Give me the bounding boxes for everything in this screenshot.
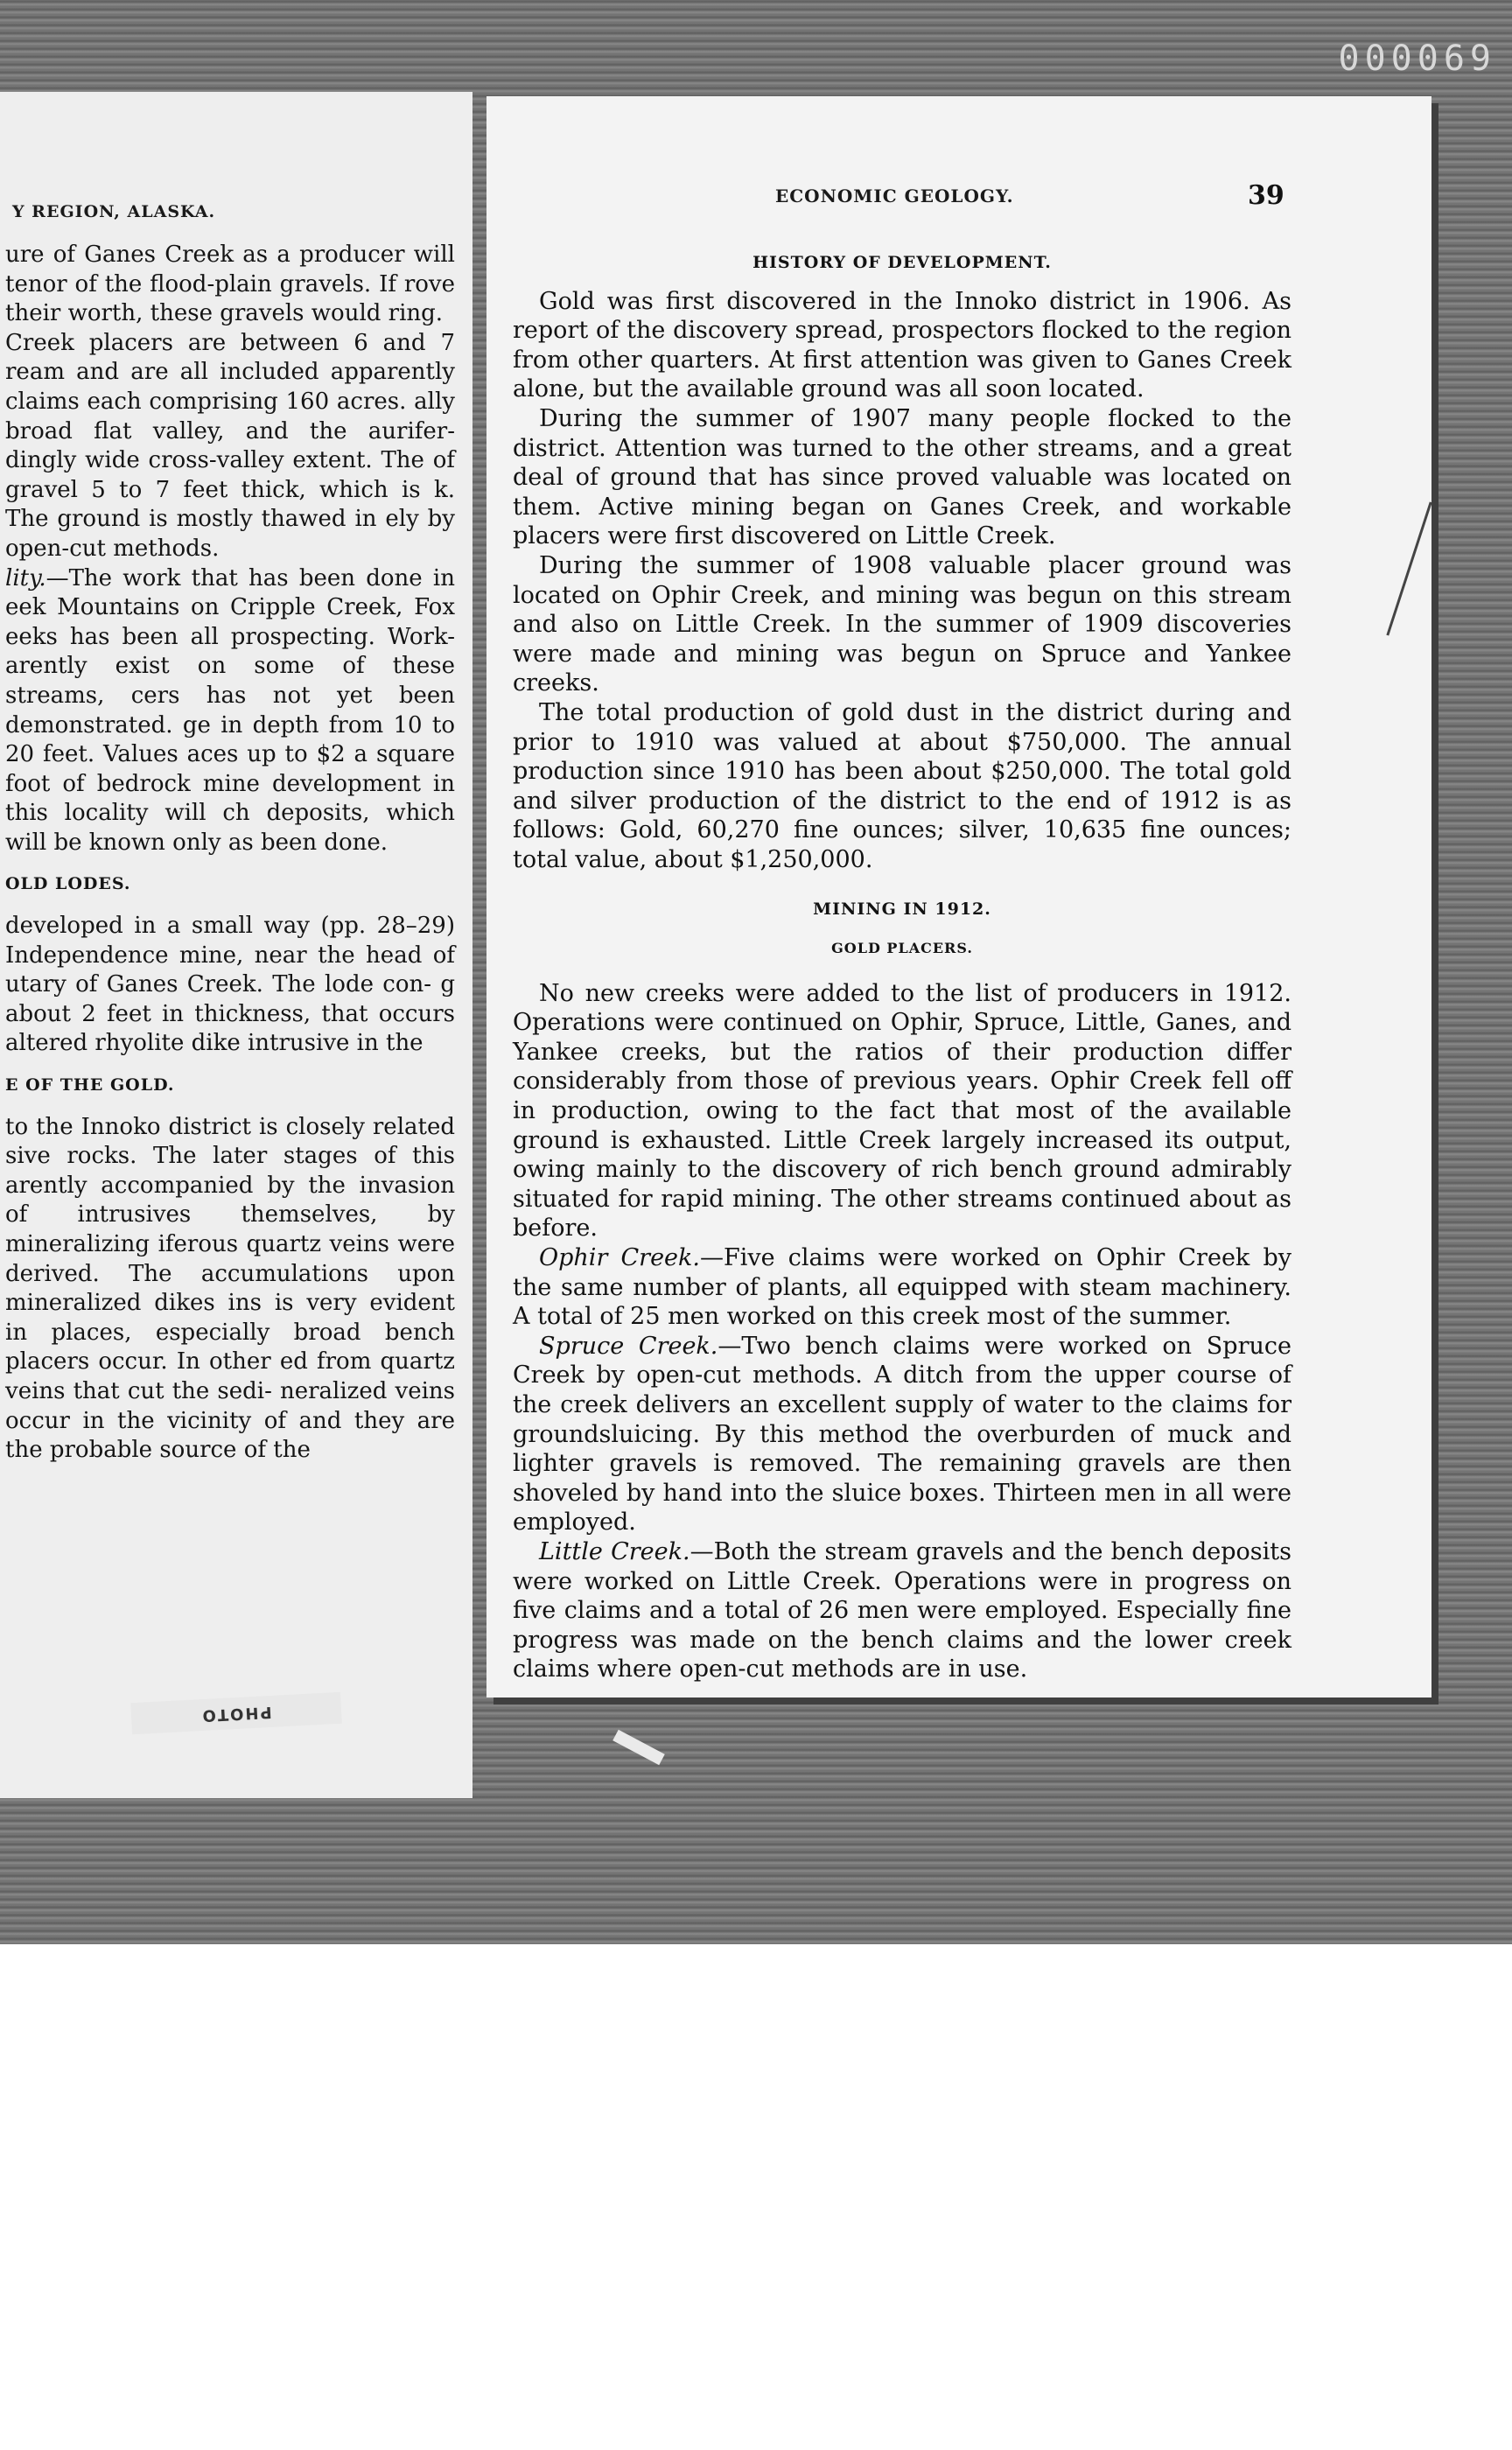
left-paragraph (5, 564, 455, 858)
running-head: ECONOMIC GEOLOGY. (775, 186, 1014, 206)
left-paragraph: Creek placers are between 6 and 7 ream and are all included apparently claims each comprising 160 acres. ally broad flat valley, and the aurifer- dingly wide cross-valley extent. The of gravel 5 to 7 feet thick, which is k. The ground is mostly thawed in ely by open-cut methods. (5, 329, 455, 562)
left-paragraph-body: —The work that has been done in eek Mountains on Cripple Creek, Fox eeks has been all prospecting. Work- arently exist on some of these streams, cers has not yet been demonstrated. ge in depth from 10 to 20 feet. Values aces up to $2 a square foot of bedrock mine development in this locality will ch deposits, which will be known only as been done. (5, 564, 455, 856)
paragraph: No new creeks were added to the list of producers in 1912. Operations were continued on Ophir, Spruce, Little, Ganes, and Yankee creeks, but the ratios of their production differ considerably from those of previous years. Ophir Creek fell off in production, owing to the fact that most of the available ground is exhausted. Little Creek largely increased its output, owing mainly to the discovery of rich bench ground admirably situated for rapid mining. The other streams continued about as before. (513, 979, 1292, 1242)
creek-name: Spruce Creek. (539, 1332, 718, 1360)
right-text-column (513, 236, 1292, 1684)
creek-text: —Two bench claims were worked on Spruce Creek by open-cut methods. A ditch from the upper course of the creek delivers an excellent supply of water to the claims for groundsluicing. By this method the overburden of muck and lighter gravels is removed. The remaining gravels are then shoveled by hand into the sluice boxes. Thirteen men in all were employed. (513, 1332, 1292, 1536)
creek-name: Ophir Creek. (539, 1244, 700, 1271)
creek-paragraph-ophir (513, 1243, 1292, 1332)
left-paragraph: ure of Ganes Creek as a producer will tenor of the flood-plain gravels. If rove their worth, these gravels would ring. (5, 242, 455, 327)
left-paragraph-lead: lity. (5, 564, 46, 592)
left-section-heading: OLD LODES. (5, 874, 131, 894)
left-paragraph: to the Innoko district is closely related sive rocks. The later stages of this arently accompanied by the invasion of intrusives themselves, by mineralizing iferous quartz veins were derived. The accumulations upon mineralized dikes ins is very evident in places, especially broad bench placers occur. In other ed from quartz veins that cut the sedi- neralized veins occur in the vicinity of and they are the probable source of the (5, 1113, 455, 1464)
paragraph: During the summer of 1907 many people flocked to the district. Attention was turned to the other streams, and a great deal of ground that has since proved valuable was located on them. Active mining began on Ganes Creek, and workable placers were first discovered on Little Creek. (513, 404, 1292, 550)
left-section-heading: E OF THE GOLD. (5, 1075, 175, 1096)
paragraph: Gold was first discovered in the Innoko district in 1906. As report of the discovery spread, prospectors flocked to the region from other quarters. At first attention was given to Ganes Creek alone, but the available ground was all soon located. (513, 287, 1292, 403)
left-text-column (5, 241, 455, 1466)
photo-stamp: PHOTO (130, 1692, 342, 1735)
creek-text: —Both the stream gravels and the bench deposits were worked on Little Creek. Operations were in progress on five claims and a total of 26 men were employed. Especially fine progress was made on the bench claims and the lower creek claims where open-cut methods are in use. (513, 1537, 1292, 1684)
left-running-head: Y REGION, ALASKA. (12, 202, 216, 221)
margin-pencil-mark (1386, 501, 1432, 635)
section-heading-mining: MINING IN 1912. (813, 900, 991, 920)
creek-paragraph-little (513, 1537, 1292, 1684)
frame-number: 000069 (1338, 38, 1496, 79)
left-page (0, 92, 472, 1798)
subsection-heading-gold-placers: GOLD PLACERS. (831, 940, 973, 957)
creek-paragraph-spruce (513, 1332, 1292, 1537)
left-paragraph: developed in a small way (pp. 28–29) Independence mine, near the head of utary of Ganes Creek. The lode con- g about 2 feet in thickness, that occurs altered rhyolite dike intrusive in the (5, 913, 455, 1057)
creek-name: Little Creek. (539, 1537, 690, 1565)
creek-text: —Five claims were worked on Ophir Creek by the same number of plants, all equipped with steam machinery. A total of 25 men worked on this creek most of the summer. (513, 1244, 1292, 1331)
paper-scrap (612, 1730, 665, 1766)
paragraph: During the summer of 1908 valuable placer ground was located on Ophir Creek, and mining was begun on this stream and also on Little Creek. In the summer of 1909 discoveries were made and mining was begun on Spruce and Yankee creeks. (513, 551, 1292, 697)
paragraph: The total production of gold dust in the district during and prior to 1910 was valued at about $750,000. The annual production since 1910 has been about $250,000. The total gold and silver production of the district to the end of 1912 is as follows: Gold, 60,270 fine ounces; silver, 10,635 fine ounces; total value, about $1,250,000. (513, 698, 1292, 873)
right-page (486, 96, 1432, 1698)
section-heading-history: HISTORY OF DEVELOPMENT. (752, 253, 1052, 272)
page-number: 39 (1248, 180, 1284, 211)
